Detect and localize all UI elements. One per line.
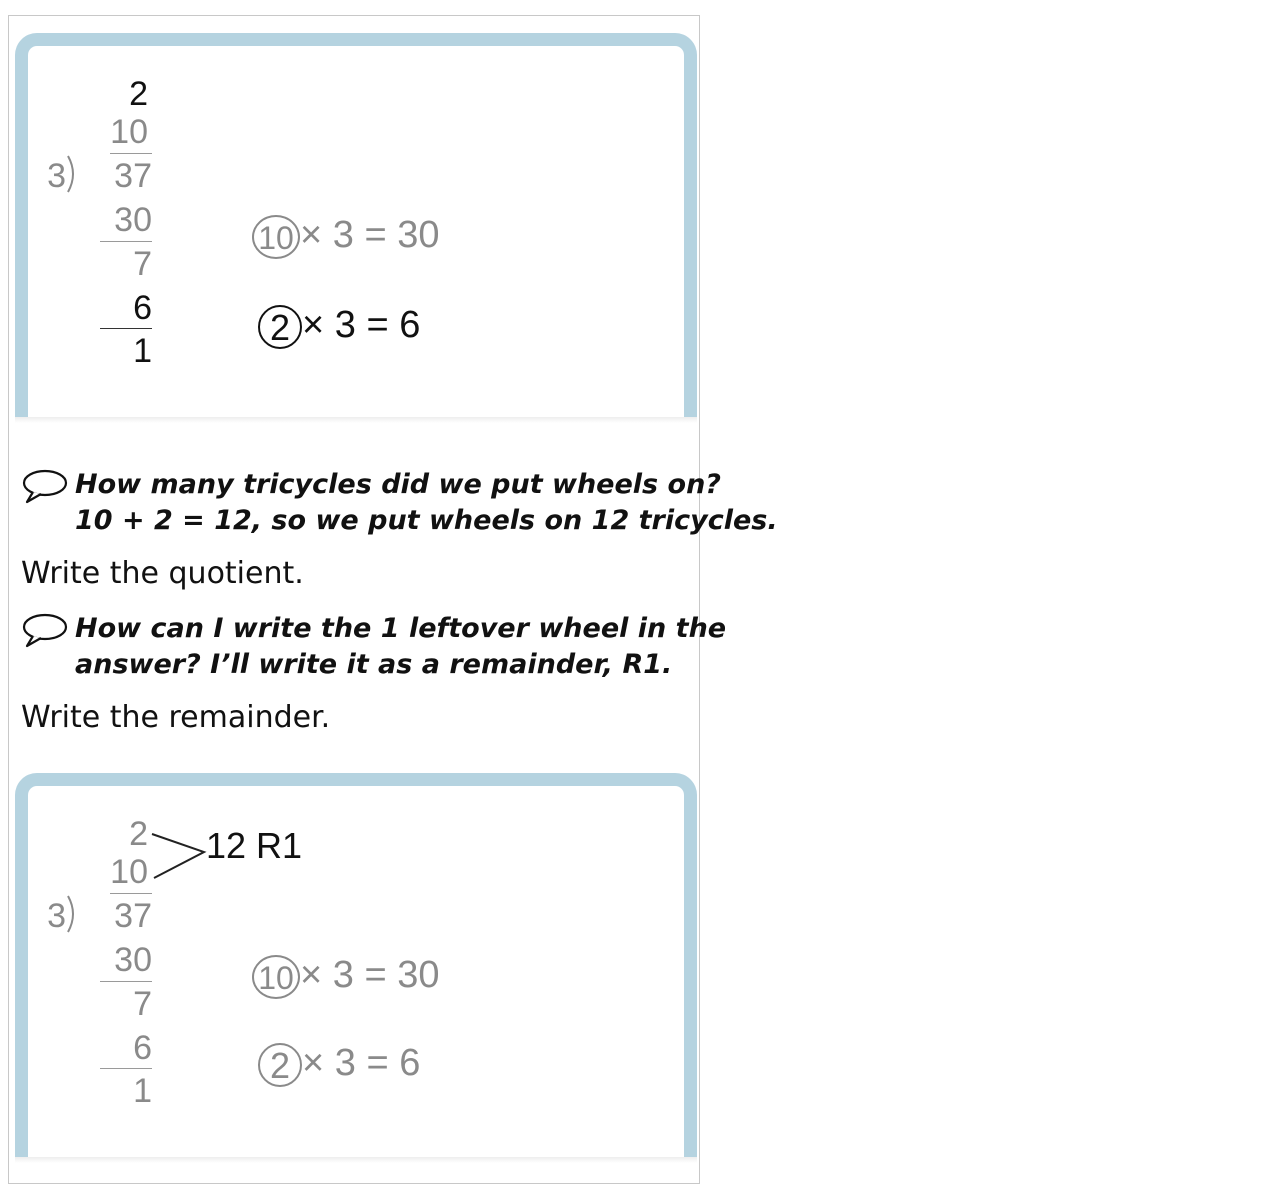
dialog-line: How can I write the 1 leftover wheel in the <box>75 613 727 644</box>
subtraction-line <box>100 981 152 982</box>
equation-rest: × 3 = 30 <box>300 954 440 996</box>
dialog-line: answer? I’ll write it as a remainder, R1. <box>75 649 673 680</box>
worksheet-page <box>8 15 778 1184</box>
partial-quotient-10: 10 <box>110 853 148 891</box>
dividend: 37 <box>114 897 152 935</box>
subtraction-line <box>100 328 152 329</box>
instruction-write-remainder: Write the remainder. <box>21 700 331 735</box>
instruction-write-quotient: Write the quotient. <box>21 556 304 591</box>
speech-bubble-icon <box>21 469 69 505</box>
dialog-block-1 <box>21 467 778 539</box>
product-6: 6 <box>133 289 152 327</box>
difference-7: 7 <box>133 985 152 1023</box>
subtraction-line <box>100 1068 152 1069</box>
partial-quotient-2: 2 <box>129 75 148 113</box>
division-panel-bottom <box>15 773 697 1157</box>
division-bracket-icon <box>66 894 78 934</box>
quotient-bar <box>110 893 152 894</box>
equation-rest: × 3 = 6 <box>302 1042 421 1084</box>
dialog-line: 10 + 2 = 12, so we put wheels on 12 tricycles. <box>75 505 778 536</box>
equation-10x3 <box>252 214 439 259</box>
division-panel-top <box>15 33 697 417</box>
equation-2x3 <box>258 304 420 349</box>
partial-quotient-10: 10 <box>110 113 148 151</box>
difference-1: 1 <box>133 1072 152 1110</box>
answer-quotient-remainder: 12 R1 <box>206 825 303 866</box>
circled-number: 2 <box>258 305 302 349</box>
product-6: 6 <box>133 1029 152 1067</box>
circled-number: 10 <box>252 955 300 999</box>
divisor: 3 <box>47 157 66 195</box>
equation-10x3 <box>252 954 439 999</box>
combine-bracket-icon <box>148 826 212 884</box>
subtraction-line <box>100 241 152 242</box>
circled-number: 10 <box>252 215 300 259</box>
speech-bubble-icon <box>21 613 69 649</box>
divisor: 3 <box>47 897 66 935</box>
partial-quotient-2: 2 <box>129 815 148 853</box>
dialog-block-2 <box>21 611 727 683</box>
product-30: 30 <box>114 201 152 239</box>
circled-number: 2 <box>258 1043 302 1087</box>
division-bracket-icon <box>66 154 78 194</box>
difference-1: 1 <box>133 332 152 370</box>
difference-7: 7 <box>133 245 152 283</box>
product-30: 30 <box>114 941 152 979</box>
dialog-line: How many tricycles did we put wheels on? <box>75 469 721 500</box>
equation-rest: × 3 = 6 <box>302 304 421 346</box>
quotient-bar <box>110 153 152 154</box>
equation-rest: × 3 = 30 <box>300 214 440 256</box>
equation-2x3 <box>258 1042 420 1087</box>
dividend: 37 <box>114 157 152 195</box>
